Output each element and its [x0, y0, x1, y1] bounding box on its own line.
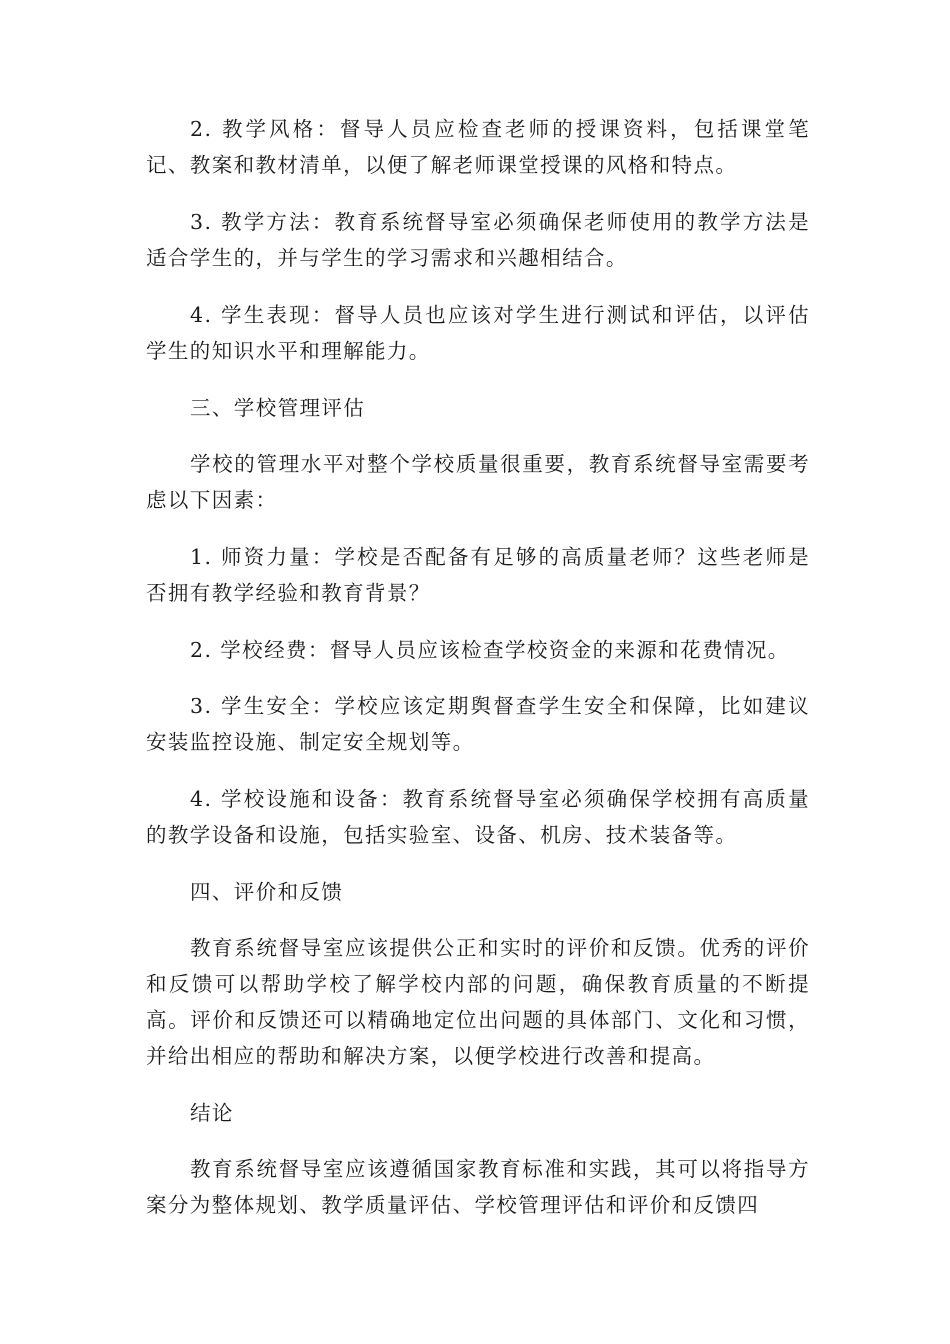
section-heading-evaluation-feedback: 四、评价和反馈 — [190, 880, 344, 904]
paragraph-management-intro: 学校的管理水平对整个学校质量很重要，教育系统督导室需要考虑以下因素： — [146, 452, 810, 512]
paragraph-evaluation-feedback: 教育系统督导室应该提供公正和实时的评价和反馈。优秀的评价和反馈可以帮助学校了解学校内部的问题，确保教育质量的不断提高。评价和反馈还可以精确地定位出问题的具体部门、文化和习惯，并给出相应的帮助和解决方案，以便学校进行改善和提高。 — [146, 936, 810, 1068]
paragraph-teaching-style: 2. 教学风格：督导人员应检查老师的授课资料，包括课堂笔记、教案和教材清单，以便了解老师课堂授课的风格和特点。 — [146, 117, 810, 177]
paragraph-school-funding: 2. 学校经费：督导人员应该检查学校资金的来源和花费情况。 — [190, 638, 790, 662]
paragraph-student-safety: 3. 学生安全：学校应该定期舆督查学生安全和保障，比如建议安装监控设施、制定安全规划等。 — [146, 694, 810, 754]
paragraph-conclusion: 教育系统督导室应该遵循国家教育标准和实践，其可以将指导方案分为整体规划、教学质量评估、学校管理评估和评价和反馈四 — [146, 1157, 810, 1217]
section-heading-conclusion: 结论 — [190, 1101, 234, 1125]
section-heading-school-management: 三、学校管理评估 — [190, 396, 366, 420]
paragraph-teaching-staff: 1. 师资力量：学校是否配备有足够的高质量老师？这些老师是否拥有教学经验和教育背景？ — [146, 545, 810, 605]
paragraph-student-performance: 4. 学生表现：督导人员也应该对学生进行测试和评估，以评估学生的知识水平和理解能力。 — [146, 303, 810, 363]
paragraph-teaching-method: 3. 教学方法：教育系统督导室必须确保老师使用的教学方法是适合学生的，并与学生的学习需求和兴趣相结合。 — [146, 210, 810, 270]
paragraph-facilities: 4. 学校设施和设备：教育系统督导室必须确保学校拥有高质量的教学设备和设施，包括实验室、设备、机房、技术装备等。 — [146, 787, 810, 847]
